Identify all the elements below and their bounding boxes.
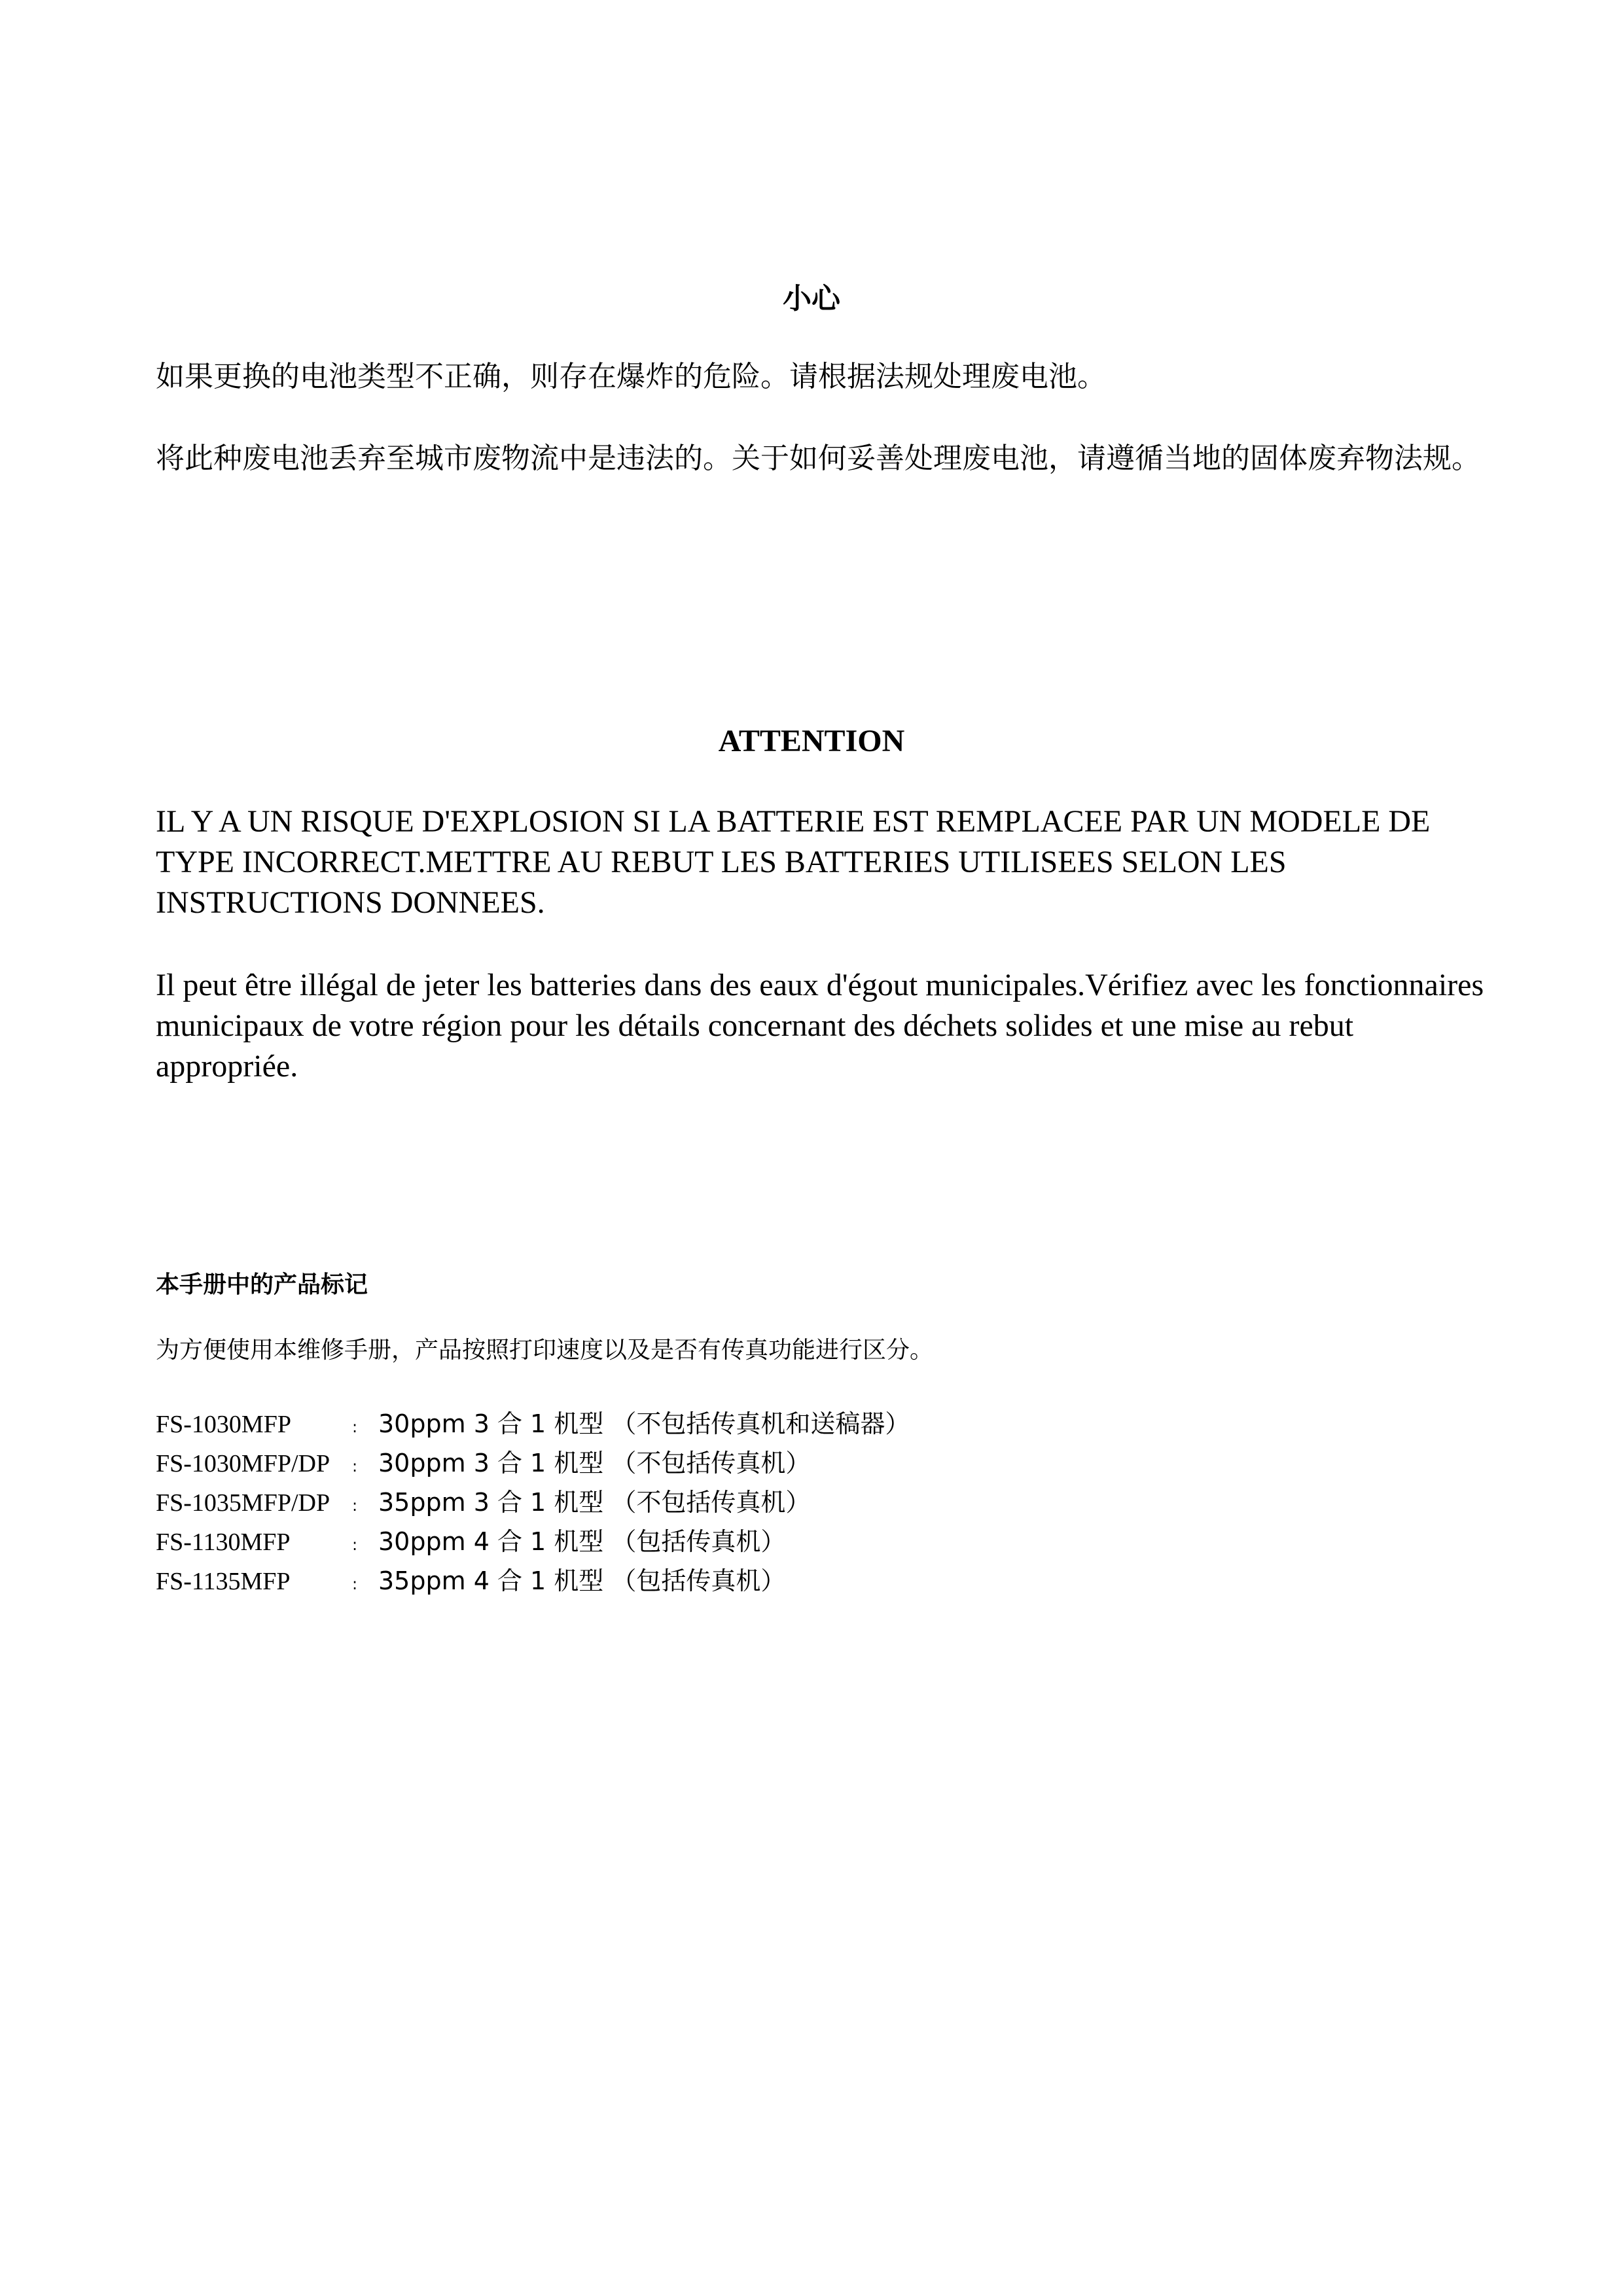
model-name: FS-1030MFP/DP	[156, 1450, 330, 1477]
model-list	[156, 1404, 910, 1600]
model-separator: :	[352, 1457, 358, 1475]
model-separator: :	[352, 1496, 358, 1515]
chinese-caution-title: 小心	[783, 282, 840, 315]
model-separator: :	[352, 1536, 358, 1554]
chinese-caution-paragraph-1: 如果更换的电池类型不正确，则存在爆炸的危险。请根据法规处理废电池。	[156, 360, 1106, 393]
model-row	[156, 1443, 910, 1482]
model-separator: :	[352, 1575, 358, 1593]
model-row	[156, 1521, 910, 1561]
product-marking-description: 为方便使用本维修手册，产品按照打印速度以及是否有传真功能进行区分。	[156, 1337, 934, 1364]
product-marking-title: 本手册中的产品标记	[156, 1271, 368, 1298]
model-description: 35ppm 3 合 1 机型 （不包括传真机）	[378, 1488, 811, 1517]
model-row	[156, 1561, 910, 1600]
model-row	[156, 1482, 910, 1521]
model-separator: :	[352, 1418, 358, 1436]
model-description: 30ppm 3 合 1 机型 （不包括传真机和送稿器）	[378, 1409, 910, 1438]
model-description: 35ppm 4 合 1 机型 （包括传真机）	[378, 1566, 786, 1595]
model-description: 30ppm 3 合 1 机型 （不包括传真机）	[378, 1449, 811, 1477]
french-attention-title: ATTENTION	[718, 724, 905, 758]
french-attention-paragraph-2: Il peut être illégal de jeter les batteries dans des eaux d'égout municipales.Vérifiez avec les fonctionnaires municipaux de votre région pour les détails concernant des déchets solides et une mise au rebut appropriée.	[156, 968, 1484, 1084]
model-name: FS-1030MFP	[156, 1411, 291, 1438]
model-description: 30ppm 4 合 1 机型 （包括传真机）	[378, 1527, 786, 1556]
model-name: FS-1130MFP	[156, 1528, 291, 1556]
chinese-caution-paragraph-2: 将此种废电池丢弃至城市废物流中是违法的。关于如何妥善处理废电池，请遵循当地的固体废弃物法规。	[156, 442, 1480, 475]
model-row	[156, 1404, 910, 1443]
model-name: FS-1135MFP	[156, 1568, 291, 1595]
french-attention-paragraph-1: IL Y A UN RISQUE D'EXPLOSION SI LA BATTERIE EST REMPLACEE PAR UN MODELE DE TYPE INCORRECT.METTRE AU REBUT LES BATTERIES UTILISEES SELON LES INSTRUCTIONS DONNEES.	[156, 804, 1431, 920]
model-name: FS-1035MFP/DP	[156, 1489, 330, 1517]
